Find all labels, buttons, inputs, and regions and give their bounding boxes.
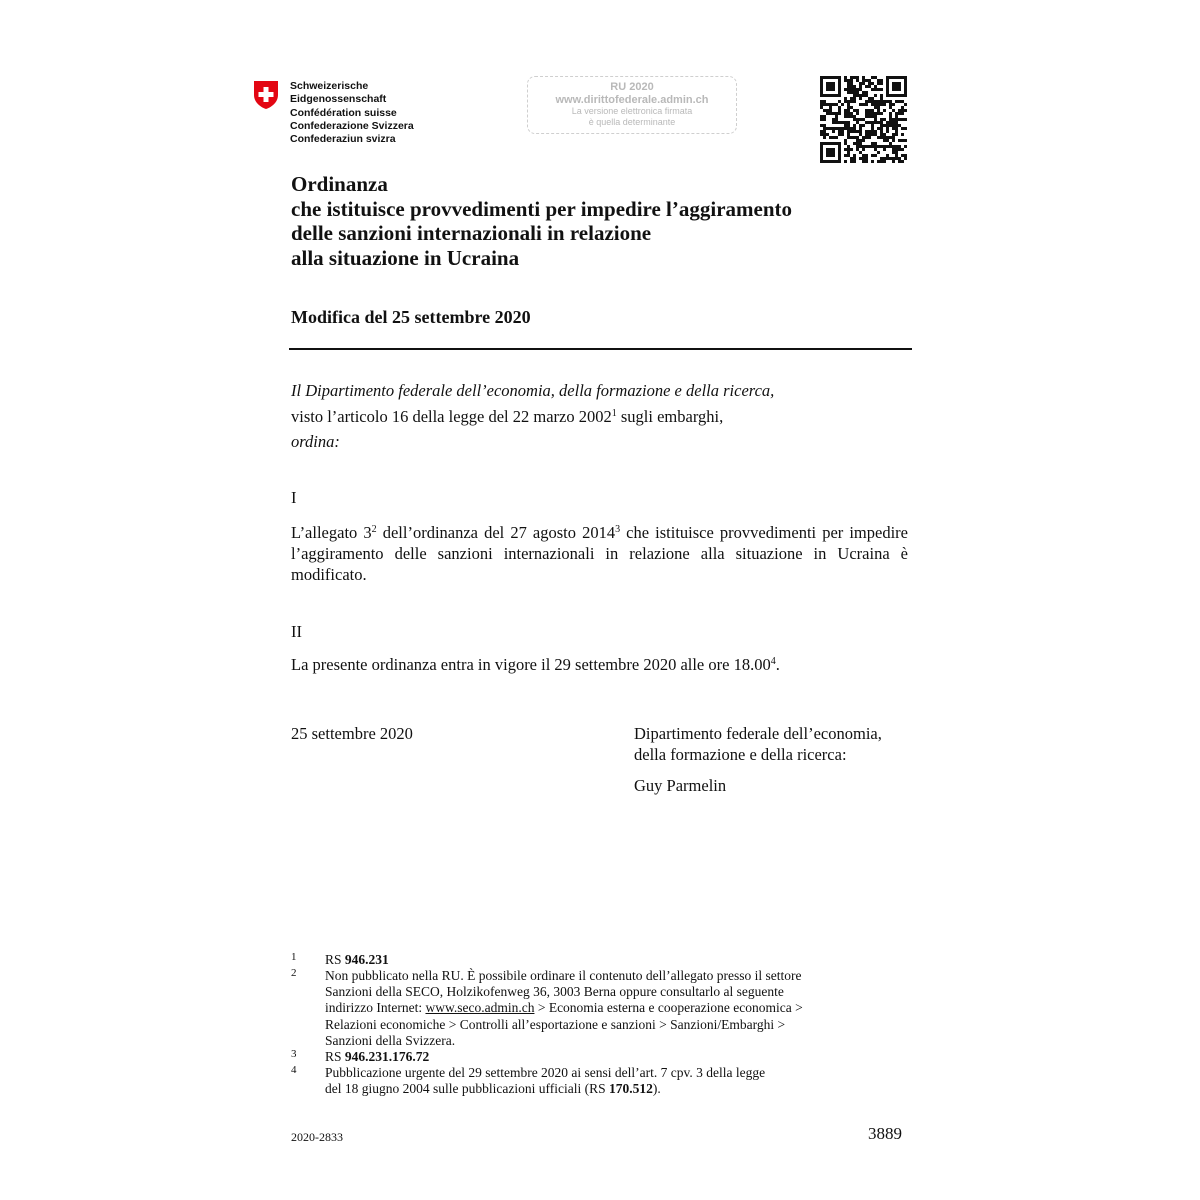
preamble-basis-tail: sugli embarghi, xyxy=(616,407,724,426)
confederation-name-fr: Confédération suisse xyxy=(290,106,397,119)
footnote-3-ref: 946.231.176.72 xyxy=(344,1049,430,1064)
preamble-legal-basis xyxy=(291,406,931,427)
official-stamp xyxy=(527,76,737,134)
page-number: 3889 xyxy=(868,1124,902,1143)
preamble-ordina: ordina: xyxy=(291,432,340,451)
signature-date: 25 settembre 2020 xyxy=(291,724,413,743)
footnote-2-line-2: Sanzioni della SECO, Holzikofenweg 36, 3003 Berna oppure consultarlo al seguente xyxy=(325,984,784,1000)
footnote-1-ref: 946.231 xyxy=(344,952,389,967)
stamp-line-3: La versione elettronica firmata xyxy=(571,106,693,116)
footnote-1 xyxy=(325,952,905,968)
footnote-2-line-5: Sanzioni della Svizzera. xyxy=(325,1032,456,1048)
footnote-2-line-3-pre: indirizzo Internet: xyxy=(325,1000,426,1016)
footnote-3-prefix: RS xyxy=(325,1049,345,1064)
footnote-number-4: 4 xyxy=(291,1064,297,1076)
footnote-4-ref: 170.512 xyxy=(608,1081,653,1097)
footnote-2 xyxy=(325,968,905,1049)
footnote-ref-3: 3 xyxy=(615,524,621,535)
title-line-1: Ordinanza xyxy=(291,172,388,196)
section-1-part-c: che istituisce provvedimenti per impedire l’aggiramento delle sanzioni internazionali in relazione alla situazione in Ucraina è modificato. xyxy=(291,523,908,584)
title-line-2: che istituisce provvedimenti per impedire l’aggiramento xyxy=(291,196,793,221)
confederation-logo xyxy=(252,80,462,146)
footnote-1-prefix: RS xyxy=(325,952,345,967)
section-2-text xyxy=(291,654,911,675)
footnote-2-line-1: Non pubblicato nella RU. È possibile ordinare il contenuto dell’allegato presso il settore xyxy=(325,968,802,983)
confederation-name-rm: Confederaziun svizra xyxy=(290,133,396,146)
swiss-cross-icon xyxy=(252,80,280,110)
title-line-3: delle sanzioni internazionali in relazione xyxy=(291,221,652,245)
section-1-text xyxy=(291,522,908,585)
signature-department xyxy=(634,723,924,765)
stamp-line-4: è quella determinante xyxy=(588,117,676,127)
section-number-2: II xyxy=(291,622,302,641)
preamble-basis-text: visto l’articolo 16 della legge del 22 marzo 2002 xyxy=(291,407,612,426)
document-id: 2020-2833 xyxy=(291,1130,343,1144)
footnote-2-line-4: Relazioni economiche > Controlli all’esportazione e sanzioni > Sanzioni/Embarghi > xyxy=(325,1016,786,1032)
qr-code-icon xyxy=(820,76,907,163)
footnote-4-line-2-pre: del 18 giugno 2004 sulle pubblicazioni ufficiali (RS xyxy=(325,1081,609,1097)
title-divider xyxy=(289,348,912,350)
footnote-4-line-2 xyxy=(325,1081,905,1097)
footnote-3 xyxy=(325,1049,905,1065)
section-2-part-a: La presente ordinanza entra in vigore il 29 settembre 2020 alle ore 18.00 xyxy=(291,655,771,674)
footnote-ref-2: 2 xyxy=(371,524,377,535)
footnote-number-3: 3 xyxy=(291,1048,297,1060)
stamp-line-1: RU 2020 xyxy=(610,81,654,93)
section-1-part-b: dell’ordinanza del 27 agosto 2014 xyxy=(376,523,616,542)
footnote-ref-4: 4 xyxy=(770,656,776,667)
confederation-name-de: Schweizerische Eidgenossenschaft xyxy=(290,80,387,106)
section-2-part-b: . xyxy=(775,655,780,674)
signatory-name: Guy Parmelin xyxy=(634,776,727,795)
section-number-1: I xyxy=(291,488,297,507)
preamble-authority: Il Dipartimento federale dell’economia, della formazione e della ricerca, xyxy=(291,381,775,400)
footnotes xyxy=(0,949,1200,1109)
footnote-number-2: 2 xyxy=(291,967,297,979)
footnote-ref-1: 1 xyxy=(611,408,617,419)
footnote-4-line-1: Pubblicazione urgente del 29 settembre 2020 ai sensi dell’art. 7 cpv. 3 della legge xyxy=(325,1065,766,1080)
document-title xyxy=(291,172,931,270)
signature-dept-line-1: Dipartimento federale dell’economia, xyxy=(634,724,882,743)
signature-dept-line-2: della formazione e della ricerca: xyxy=(634,745,847,764)
footnote-number-1: 1 xyxy=(291,951,297,963)
section-1-part-a: L’allegato 3 xyxy=(291,523,372,542)
footnote-4-line-2-post: ). xyxy=(652,1081,661,1097)
seco-link[interactable]: www.seco.admin.ch xyxy=(425,1000,535,1016)
title-line-4: alla situazione in Ucraina xyxy=(291,245,520,270)
footnote-2-line-3-post: > Economia esterna e cooperazione economica > xyxy=(534,1000,803,1016)
confederation-name-it: Confederazione Svizzera xyxy=(290,119,414,132)
footnote-2-line-3 xyxy=(325,1000,905,1016)
document-subtitle: Modifica del 25 settembre 2020 xyxy=(291,307,531,327)
confederation-names xyxy=(290,80,462,146)
stamp-line-2: www.dirittofederale.admin.ch xyxy=(555,93,709,106)
footnote-4 xyxy=(325,1065,905,1097)
